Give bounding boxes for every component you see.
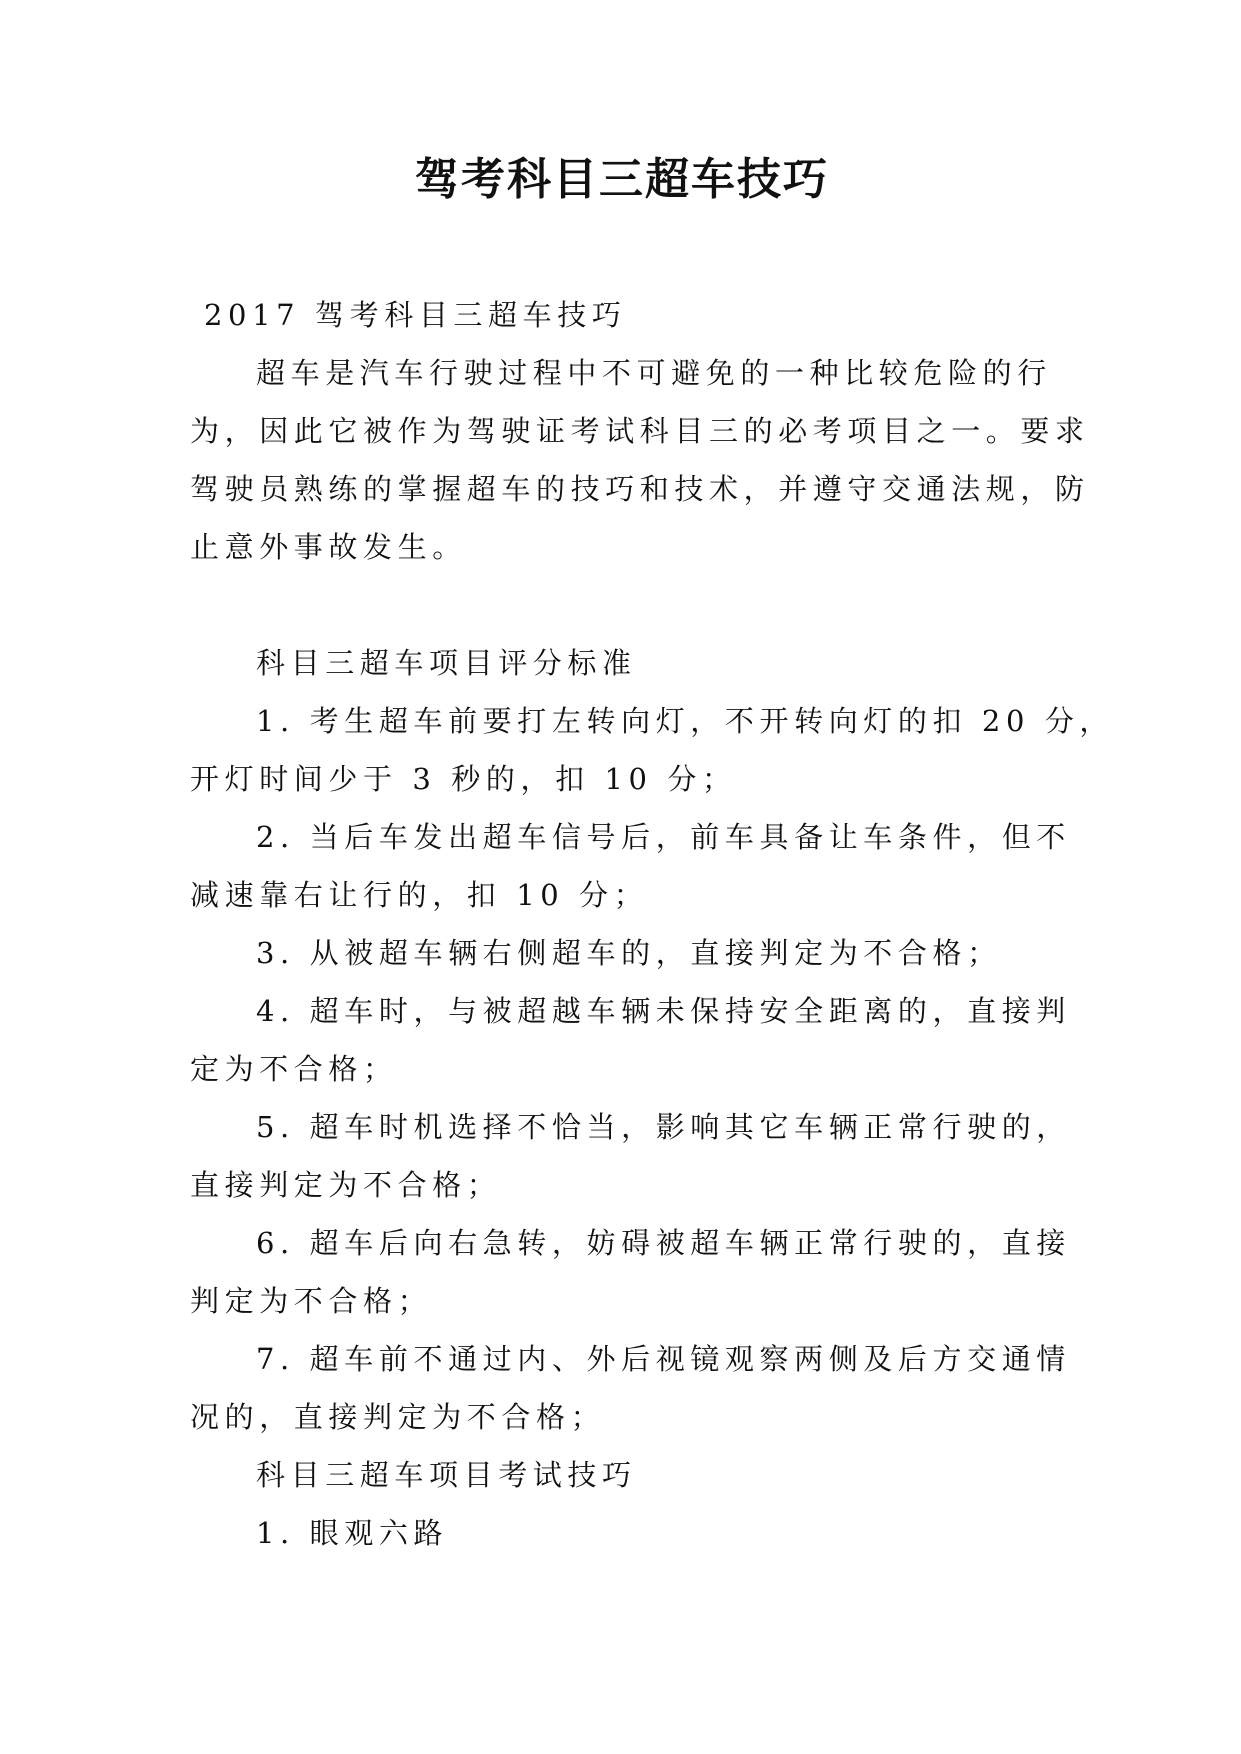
rule-4-line-1: 4. 超车时，与被超越车辆未保持安全距离的，直接判 xyxy=(256,994,1071,1028)
section-heading-tips: 科目三超车项目考试技巧 xyxy=(256,1458,637,1492)
rule-5-line-1: 5. 超车时机选择不恰当，影响其它车辆正常行驶的， xyxy=(256,1110,1071,1144)
document-page xyxy=(190,0,1115,1754)
rule-2-line-2: 减速靠右让行的，扣 10 分； xyxy=(190,878,649,912)
section-heading-scoring: 科目三超车项目评分标准 xyxy=(256,646,637,680)
rule-6-line-1: 6. 超车后向右急转，妨碍被超车辆正常行驶的，直接 xyxy=(256,1226,1071,1260)
intro-line-3: 驾驶员熟练的掌握超车的技巧和技术，并遵守交通法规，防 xyxy=(190,472,1090,506)
rule-6-line-2: 判定为不合格； xyxy=(190,1284,433,1318)
intro-line-2: 为，因此它被作为驾驶证考试科目三的必考项目之一。要求 xyxy=(190,414,1090,448)
intro-line-1: 超车是汽车行驶过程中不可避免的一种比较危险的行 xyxy=(256,356,1052,390)
document-subtitle: 2017 驾考科目三超车技巧 xyxy=(204,298,627,332)
rule-3-line-1: 3. 从被超车辆右侧超车的，直接判定为不合格； xyxy=(256,936,1002,970)
intro-line-4: 止意外事故发生。 xyxy=(190,530,467,564)
rule-7-line-1: 7. 超车前不通过内、外后视镜观察两侧及后方交通情 xyxy=(256,1342,1071,1376)
rule-1-line-2: 开灯时间少于 3 秒的，扣 10 分； xyxy=(190,762,737,796)
rule-5-line-2: 直接判定为不合格； xyxy=(190,1168,502,1202)
rule-2-line-1: 2. 当后车发出超车信号后，前车具备让车条件，但不 xyxy=(256,820,1071,854)
rule-1-line-1: 1. 考生超车前要打左转向灯，不开转向灯的扣 20 分， xyxy=(256,704,1115,738)
rule-4-line-2: 定为不合格； xyxy=(190,1052,398,1086)
document-title: 驾考科目三超车技巧 xyxy=(415,154,829,205)
tip-1-line-1: 1. 眼观六路 xyxy=(256,1516,449,1550)
rule-7-line-2: 况的，直接判定为不合格； xyxy=(190,1400,606,1434)
